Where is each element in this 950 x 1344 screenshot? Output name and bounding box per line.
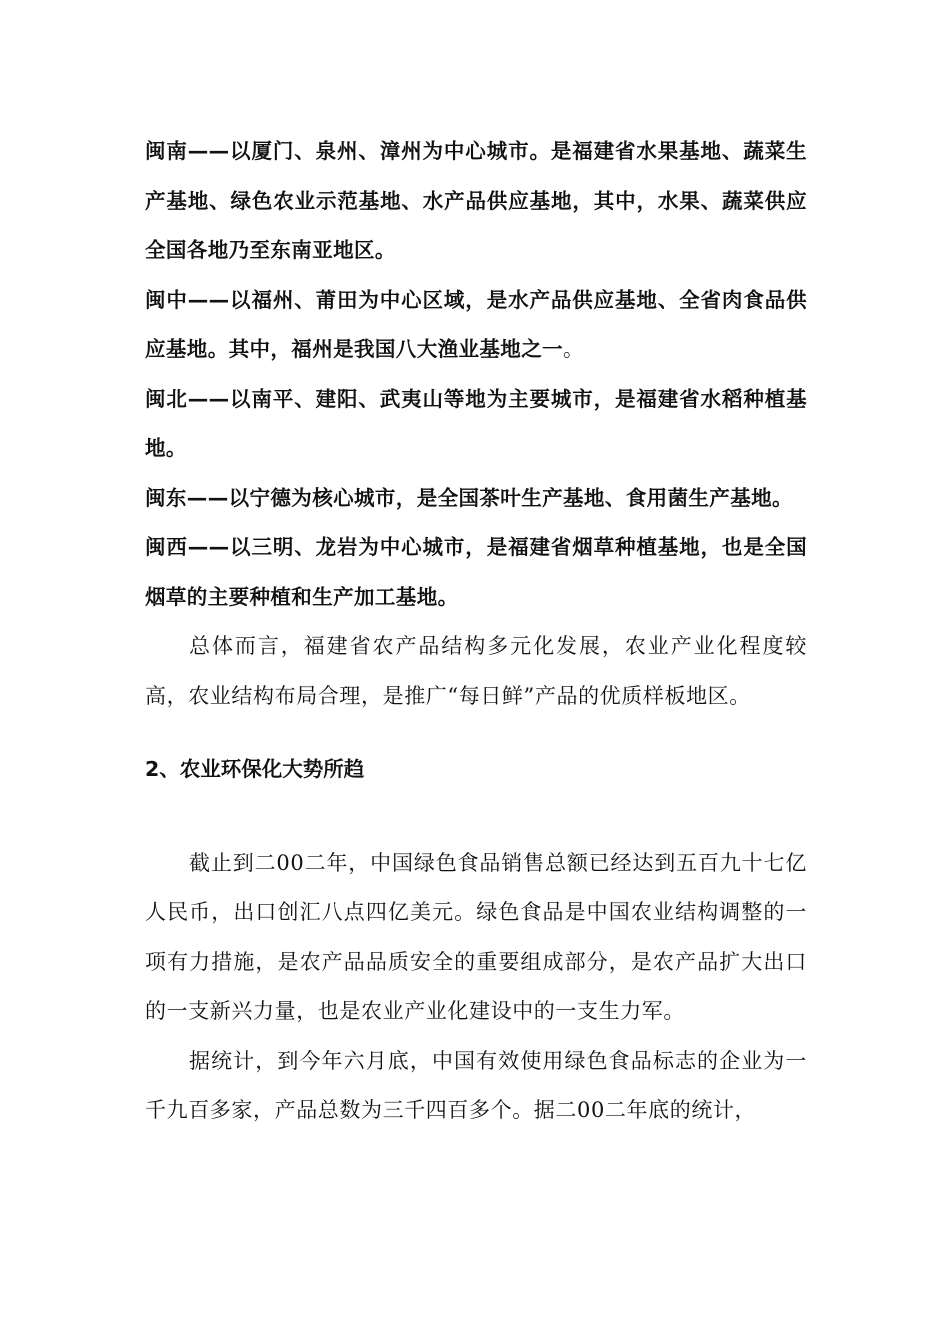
region-text: 闽北——以南平、建阳、武夷山等地为主要城市，是福建省水稻种植基地。 (145, 386, 807, 460)
region-text: 闽东——以宁德为核心城市，是全国茶叶生产基地、食用菌生产基地。 (145, 485, 793, 510)
region-paragraph-minzhong (145, 276, 807, 375)
body-paragraph: 据统计，到今年六月底，中国有效使用绿色食品标志的企业为一千九百多家，产品总数为三千四百多个。据二00二年底的统计， (145, 1048, 807, 1122)
spacer (145, 721, 807, 745)
body-paragraph: 截止到二00二年，中国绿色食品销售总额已经达到五百九十七亿人民币，出口创汇八点四亿美元。绿色食品是中国农业结构调整的一项有力措施，是农产品品质安全的重要组成部分，是农产品扩大出口的一支新兴力量，也是农业产业化建设中的一支生力军。 (145, 850, 807, 1023)
spacer (145, 795, 807, 839)
region-paragraph-minnan (145, 127, 807, 276)
document-body (145, 127, 807, 1136)
region-text: 闽西——以三明、龙岩为中心城市，是福建省烟草种植基地，也是全国烟草的主要种植和生产加工基地。 (145, 535, 807, 609)
region-paragraph-minxi (145, 523, 807, 622)
region-text: 闽中——以福州、莆田为中心区域，是水产品供应基地、全省肉食品供应基地。其中，福州是我国八大渔业基地之一 (145, 287, 807, 361)
region-paragraph-mindong (145, 474, 807, 524)
region-tail: 。 (563, 337, 584, 361)
region-text: 闽南——以厦门、泉州、漳州为中心城市。是福建省水果基地、蔬菜生产基地、绿色农业示范基地、水产品供应基地，其中，水果、蔬菜供应全国各地乃至东南亚地区。 (145, 139, 807, 262)
region-paragraph-minbei (145, 375, 807, 474)
section-heading: 2、农业环保化大势所趋 (145, 757, 365, 781)
summary-paragraph: 总体而言，福建省农产品结构多元化发展，农业产业化程度较高，农业结构布局合理，是推广“每日鲜”产品的优质样板地区。 (145, 634, 807, 708)
